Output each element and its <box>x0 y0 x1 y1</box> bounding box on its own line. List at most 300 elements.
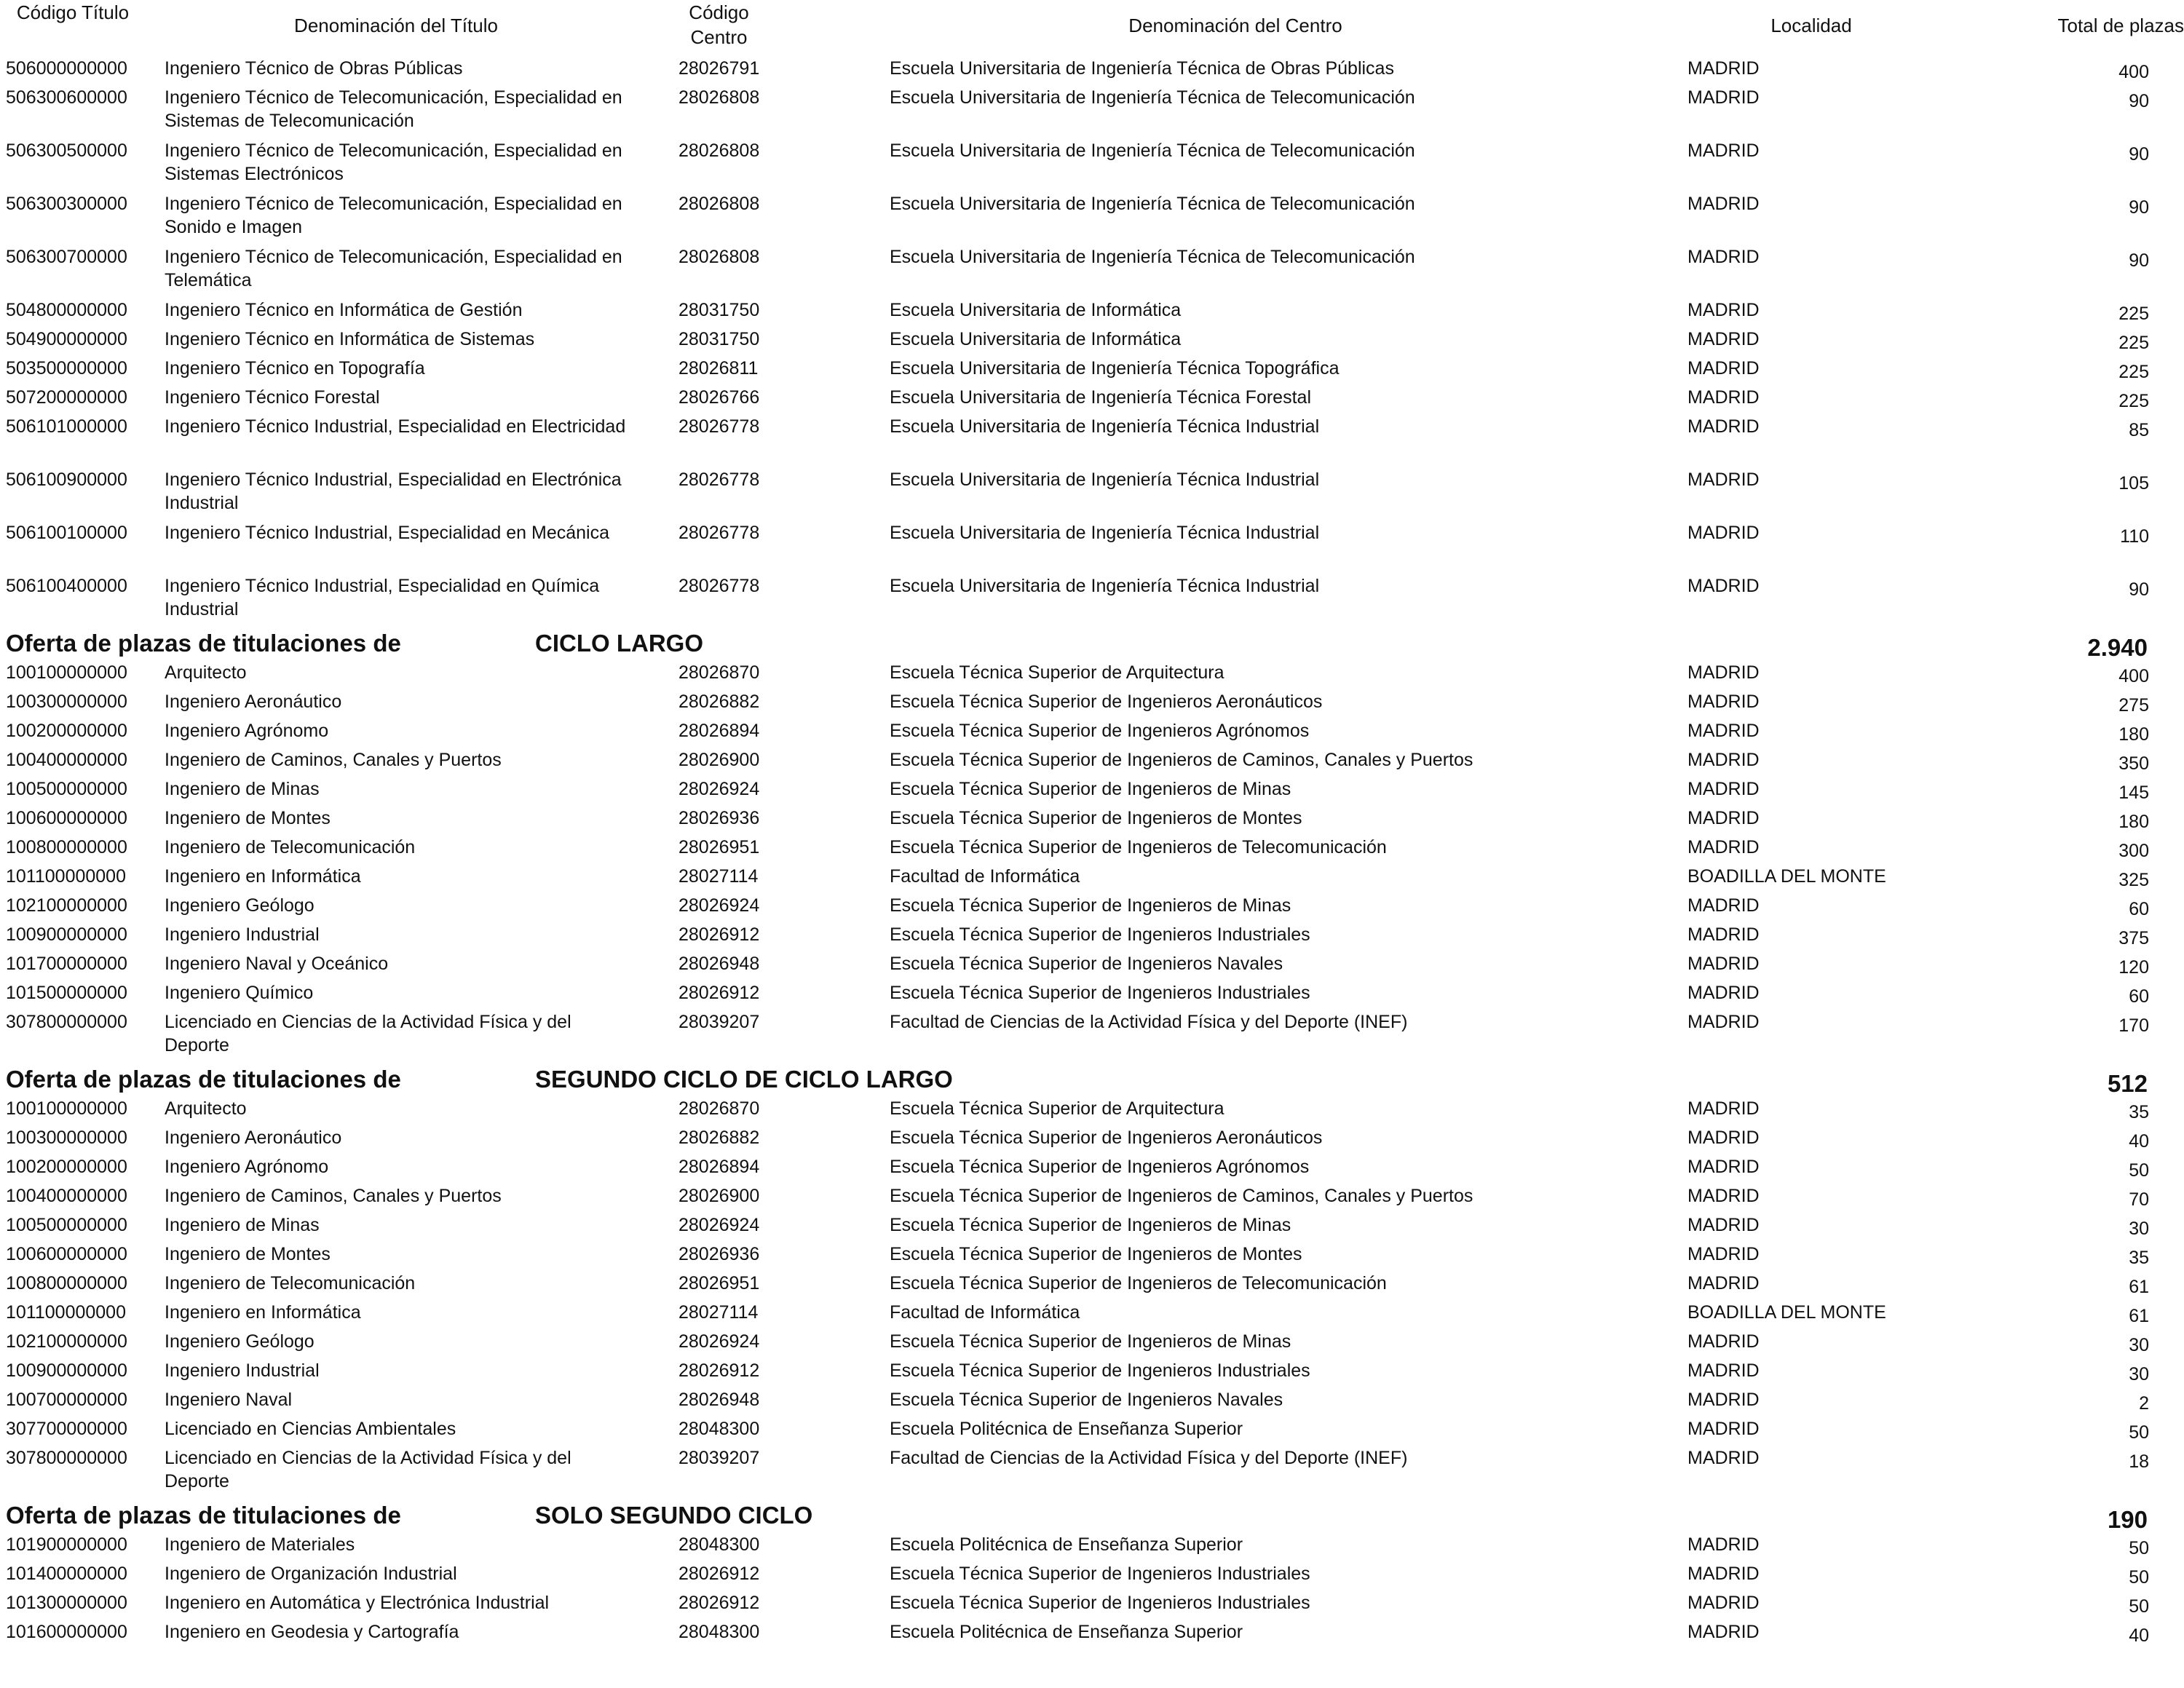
denominacion-centro-cell: Escuela Técnica Superior de Ingenieros Aeronáuticos <box>890 1128 1323 1148</box>
table-row <box>0 1272 2184 1301</box>
denominacion-centro-cell: Escuela Técnica Superior de Arquitectura <box>890 662 1224 683</box>
denominacion-titulo-cell: Licenciado en Ciencias de la Actividad Física y del Deporte <box>165 1012 571 1055</box>
denominacion-centro-cell: Escuela Universitaria de Ingeniería Técnica Industrial <box>890 469 1320 490</box>
denominacion-centro-cell: Escuela Técnica Superior de Ingenieros de Minas <box>890 1215 1291 1235</box>
localidad-cell: MADRID <box>1688 140 1760 161</box>
denominacion-titulo-cell: Ingeniero Agrónomo <box>165 721 329 741</box>
codigo-centro-cell: 28026808 <box>678 87 760 108</box>
total-plazas-cell: 50 <box>2129 1567 2149 1588</box>
codigo-centro-cell: 28026882 <box>678 692 760 712</box>
localidad-cell: MADRID <box>1688 1273 1760 1293</box>
codigo-centro-cell: 28026791 <box>678 58 760 79</box>
table-row <box>0 386 2184 415</box>
codigo-centro-cell: 28026778 <box>678 469 760 490</box>
table-row <box>0 1097 2184 1126</box>
section-total: 512 <box>2107 1070 2148 1097</box>
denominacion-titulo-cell: Ingeniero Técnico de Obras Públicas <box>165 58 463 79</box>
denominacion-centro-cell: Escuela Técnica Superior de Ingenieros de Montes <box>890 808 1302 828</box>
denominacion-centro-cell: Escuela Universitaria de Ingeniería Técnica Industrial <box>890 416 1320 437</box>
localidad-cell: MADRID <box>1688 1390 1760 1410</box>
total-plazas-cell: 30 <box>2129 1335 2149 1355</box>
localidad-cell: MADRID <box>1688 1448 1760 1468</box>
codigo-titulo-cell: 504900000000 <box>6 329 127 349</box>
codigo-centro-cell: 28026951 <box>678 1273 760 1293</box>
codigo-centro-cell: 28027114 <box>678 866 759 887</box>
denominacion-centro-cell: Facultad de Ciencias de la Actividad Física y del Deporte (INEF) <box>890 1012 1408 1032</box>
total-plazas-cell: 375 <box>2118 928 2149 948</box>
localidad-cell: MADRID <box>1688 58 1760 79</box>
localidad-cell: BOADILLA DEL MONTE <box>1688 1302 1886 1323</box>
codigo-titulo-cell: 101100000000 <box>6 1302 126 1323</box>
denominacion-titulo-cell: Ingeniero Industrial <box>165 924 320 945</box>
table-row <box>0 807 2184 836</box>
header-codigo-centro: Código Centro <box>689 1 749 48</box>
denominacion-centro-cell: Escuela Técnica Superior de Ingenieros Industriales <box>890 1593 1310 1613</box>
denominacion-centro-cell: Escuela Universitaria de Ingeniería Técnica Industrial <box>890 576 1320 596</box>
codigo-titulo-cell: 100600000000 <box>6 808 127 828</box>
denominacion-centro-cell: Escuela Técnica Superior de Ingenieros Industriales <box>890 924 1310 945</box>
localidad-cell: MADRID <box>1688 1564 1760 1584</box>
localidad-cell: MADRID <box>1688 983 1760 1003</box>
total-plazas-cell: 90 <box>2129 579 2149 600</box>
codigo-centro-cell: 28031750 <box>678 329 760 349</box>
total-plazas-cell: 35 <box>2129 1248 2149 1268</box>
codigo-titulo-cell: 100600000000 <box>6 1244 127 1264</box>
codigo-centro-cell: 28026924 <box>678 1331 760 1352</box>
total-plazas-cell: 2 <box>2139 1393 2149 1414</box>
localidad-cell: MADRID <box>1688 721 1760 741</box>
denominacion-centro-cell: Escuela Técnica Superior de Ingenieros Agrónomos <box>890 721 1310 741</box>
codigo-titulo-cell: 307800000000 <box>6 1448 127 1468</box>
codigo-titulo-cell: 100200000000 <box>6 1157 127 1177</box>
total-plazas-cell: 50 <box>2129 1422 2149 1443</box>
section-total: 190 <box>2107 1506 2148 1533</box>
table-row <box>0 415 2184 468</box>
codigo-titulo-cell: 506101000000 <box>6 416 127 437</box>
denominacion-titulo-cell: Ingeniero Técnico Industrial, Especialidad en Mecánica <box>165 523 610 543</box>
denominacion-titulo-cell: Ingeniero de Materiales <box>165 1534 355 1555</box>
denominacion-titulo-cell: Ingeniero Geólogo <box>165 1331 314 1352</box>
codigo-centro-cell: 28026912 <box>678 1593 760 1613</box>
codigo-titulo-cell: 100300000000 <box>6 1128 127 1148</box>
table-row <box>0 1213 2184 1243</box>
codigo-titulo-cell: 100500000000 <box>6 779 127 799</box>
codigo-titulo-cell: 100700000000 <box>6 1390 127 1410</box>
denominacion-titulo-cell: Ingeniero Técnico Industrial, Especialidad en Química Industrial <box>165 576 600 619</box>
codigo-titulo-cell: 102100000000 <box>6 1331 127 1352</box>
denominacion-titulo-cell: Ingeniero Técnico de Telecomunicación, Especialidad en Telemática <box>165 247 622 290</box>
localidad-cell: MADRID <box>1688 1244 1760 1264</box>
table-row <box>0 1533 2184 1562</box>
table-row <box>0 86 2184 139</box>
total-plazas-cell: 400 <box>2118 62 2149 82</box>
total-plazas-cell: 30 <box>2129 1219 2149 1239</box>
localidad-cell: MADRID <box>1688 1622 1760 1642</box>
codigo-titulo-cell: 100400000000 <box>6 1186 127 1206</box>
codigo-centro-cell: 28026808 <box>678 140 760 161</box>
total-plazas-cell: 90 <box>2129 197 2149 218</box>
codigo-centro-cell: 28039207 <box>678 1012 760 1032</box>
codigo-titulo-cell: 506100400000 <box>6 576 127 596</box>
denominacion-centro-cell: Escuela Universitaria de Ingeniería Técnica Topográfica <box>890 358 1340 379</box>
codigo-titulo-cell: 101100000000 <box>6 866 126 887</box>
table-row <box>0 1562 2184 1591</box>
total-plazas-cell: 325 <box>2118 870 2149 890</box>
header-total-plazas: Total de plazas <box>2057 15 2184 36</box>
total-plazas-cell: 90 <box>2129 250 2149 271</box>
codigo-centro-cell: 28026912 <box>678 1564 760 1584</box>
denominacion-titulo-cell: Ingeniero Técnico en Informática de Gestión <box>165 300 523 320</box>
table-row <box>0 1446 2184 1499</box>
codigo-centro-cell: 28048300 <box>678 1419 760 1439</box>
codigo-centro-cell: 28026924 <box>678 1215 760 1235</box>
denominacion-centro-cell: Escuela Técnica Superior de Ingenieros Navales <box>890 954 1283 974</box>
denominacion-centro-cell: Escuela Universitaria de Informática <box>890 329 1182 349</box>
localidad-cell: MADRID <box>1688 750 1760 770</box>
table-row <box>0 1155 2184 1184</box>
total-plazas-cell: 170 <box>2118 1015 2149 1036</box>
total-plazas-cell: 18 <box>2129 1451 2149 1472</box>
localidad-cell: MADRID <box>1688 1331 1760 1352</box>
localidad-cell: MADRID <box>1688 779 1760 799</box>
denominacion-centro-cell: Escuela Técnica Superior de Ingenieros Industriales <box>890 983 1310 1003</box>
section-heading <box>0 1063 2184 1097</box>
codigo-titulo-cell: 307700000000 <box>6 1419 127 1439</box>
codigo-centro-cell: 28026894 <box>678 721 760 741</box>
total-plazas-cell: 50 <box>2129 1538 2149 1558</box>
total-plazas-cell: 225 <box>2118 304 2149 324</box>
denominacion-titulo-cell: Ingeniero Aeronáutico <box>165 692 342 712</box>
denominacion-titulo-cell: Ingeniero de Organización Industrial <box>165 1564 457 1584</box>
localidad-cell: MADRID <box>1688 523 1760 543</box>
denominacion-titulo-cell: Ingeniero Técnico en Informática de Sistemas <box>165 329 535 349</box>
table-body <box>0 57 2184 1649</box>
codigo-centro-cell: 28026912 <box>678 1360 760 1381</box>
codigo-centro-cell: 28026912 <box>678 983 760 1003</box>
table-row <box>0 1417 2184 1446</box>
total-plazas-cell: 40 <box>2129 1625 2149 1646</box>
localidad-cell: MADRID <box>1688 194 1760 214</box>
total-plazas-cell: 50 <box>2129 1596 2149 1617</box>
denominacion-centro-cell: Escuela Politécnica de Enseñanza Superior <box>890 1622 1243 1642</box>
denominacion-titulo-cell: Ingeniero en Automática y Electrónica Industrial <box>165 1593 550 1613</box>
localidad-cell: MADRID <box>1688 387 1760 408</box>
total-plazas-cell: 90 <box>2129 91 2149 111</box>
localidad-cell: MADRID <box>1688 808 1760 828</box>
total-plazas-cell: 85 <box>2129 420 2149 440</box>
codigo-centro-cell: 28048300 <box>678 1622 760 1642</box>
total-plazas-cell: 275 <box>2118 695 2149 716</box>
localidad-cell: MADRID <box>1688 1098 1760 1119</box>
total-plazas-cell: 225 <box>2118 362 2149 382</box>
section-heading <box>0 1499 2184 1533</box>
section-kind: CICLO LARGO <box>535 630 703 657</box>
denominacion-titulo-cell: Ingeniero de Montes <box>165 1244 331 1264</box>
denominacion-centro-cell: Escuela Politécnica de Enseñanza Superior <box>890 1419 1243 1439</box>
codigo-titulo-cell: 101300000000 <box>6 1593 127 1613</box>
codigo-titulo-cell: 506300700000 <box>6 247 127 267</box>
total-plazas-cell: 350 <box>2118 753 2149 774</box>
denominacion-centro-cell: Escuela Técnica Superior de Ingenieros de Caminos, Canales y Puertos <box>890 1186 1473 1206</box>
table-row <box>0 574 2184 627</box>
section-total: 2.940 <box>2087 634 2148 661</box>
codigo-titulo-cell: 100200000000 <box>6 721 127 741</box>
localidad-cell: MADRID <box>1688 1186 1760 1206</box>
localidad-cell: BOADILLA DEL MONTE <box>1688 866 1886 887</box>
denominacion-titulo-cell: Ingeniero de Telecomunicación <box>165 837 416 857</box>
localidad-cell: MADRID <box>1688 1215 1760 1235</box>
codigo-titulo-cell: 101900000000 <box>6 1534 127 1555</box>
table-row <box>0 245 2184 298</box>
table-row <box>0 777 2184 807</box>
denominacion-titulo-cell: Ingeniero Técnico de Telecomunicación, Especialidad en Sistemas de Telecomunicación <box>165 87 622 131</box>
total-plazas-cell: 300 <box>2118 841 2149 861</box>
codigo-titulo-cell: 100400000000 <box>6 750 127 770</box>
table-row <box>0 1126 2184 1155</box>
table-row <box>0 1388 2184 1417</box>
denominacion-titulo-cell: Ingeniero Agrónomo <box>165 1157 329 1177</box>
localidad-cell: MADRID <box>1688 247 1760 267</box>
denominacion-centro-cell: Escuela Técnica Superior de Ingenieros Aeronáuticos <box>890 692 1323 712</box>
denominacion-titulo-cell: Ingeniero en Informática <box>165 1302 361 1323</box>
total-plazas-cell: 180 <box>2118 812 2149 832</box>
denominacion-centro-cell: Escuela Universitaria de Ingeniería Técnica de Telecomunicación <box>890 194 1415 214</box>
codigo-titulo-cell: 100800000000 <box>6 837 127 857</box>
codigo-titulo-cell: 503500000000 <box>6 358 127 379</box>
codigo-titulo-cell: 100100000000 <box>6 662 127 683</box>
codigo-centro-cell: 28026778 <box>678 416 760 437</box>
denominacion-centro-cell: Escuela Universitaria de Ingeniería Técnica de Telecomunicación <box>890 87 1415 108</box>
total-plazas-cell: 50 <box>2129 1160 2149 1181</box>
table-row <box>0 690 2184 719</box>
denominacion-centro-cell: Escuela Técnica Superior de Ingenieros de Caminos, Canales y Puertos <box>890 750 1473 770</box>
denominacion-titulo-cell: Ingeniero Geólogo <box>165 895 314 916</box>
localidad-cell: MADRID <box>1688 1012 1760 1032</box>
codigo-centro-cell: 28026894 <box>678 1157 760 1177</box>
denominacion-titulo-cell: Licenciado en Ciencias de la Actividad Física y del Deporte <box>165 1448 571 1491</box>
denominacion-titulo-cell: Ingeniero Técnico Industrial, Especialidad en Electrónica Industrial <box>165 469 622 513</box>
denominacion-centro-cell: Facultad de Informática <box>890 866 1080 887</box>
total-plazas-cell: 225 <box>2118 333 2149 353</box>
denominacion-titulo-cell: Ingeniero Naval <box>165 1390 293 1410</box>
denominacion-centro-cell: Escuela Técnica Superior de Ingenieros de Telecomunicación <box>890 837 1387 857</box>
codigo-titulo-cell: 100900000000 <box>6 1360 127 1381</box>
table-row <box>0 57 2184 86</box>
codigo-titulo-cell: 307800000000 <box>6 1012 127 1032</box>
denominacion-titulo-cell: Ingeniero de Telecomunicación <box>165 1273 416 1293</box>
denominacion-centro-cell: Facultad de Informática <box>890 1302 1080 1323</box>
denominacion-titulo-cell: Ingeniero en Informática <box>165 866 361 887</box>
header-localidad: Localidad <box>1770 15 1852 36</box>
denominacion-titulo-cell: Arquitecto <box>165 1098 247 1119</box>
denominacion-centro-cell: Facultad de Ciencias de la Actividad Física y del Deporte (INEF) <box>890 1448 1408 1468</box>
total-plazas-cell: 90 <box>2129 144 2149 165</box>
denominacion-centro-cell: Escuela Técnica Superior de Ingenieros Agrónomos <box>890 1157 1310 1177</box>
denominacion-centro-cell: Escuela Universitaria de Ingeniería Técnica de Telecomunicación <box>890 140 1415 161</box>
total-plazas-cell: 35 <box>2129 1102 2149 1122</box>
localidad-cell: MADRID <box>1688 1157 1760 1177</box>
table-row <box>0 1301 2184 1330</box>
column-header-row <box>0 0 2184 54</box>
codigo-titulo-cell: 101700000000 <box>6 954 127 974</box>
localidad-cell: MADRID <box>1688 837 1760 857</box>
total-plazas-cell: 60 <box>2129 986 2149 1007</box>
localidad-cell: MADRID <box>1688 1128 1760 1148</box>
denominacion-titulo-cell: Ingeniero Naval y Oceánico <box>165 954 389 974</box>
denominacion-titulo-cell: Ingeniero Industrial <box>165 1360 320 1381</box>
codigo-centro-cell: 28026936 <box>678 808 760 828</box>
table-row <box>0 1591 2184 1620</box>
table-row <box>0 1330 2184 1359</box>
denominacion-titulo-cell: Ingeniero en Geodesia y Cartografía <box>165 1622 459 1642</box>
total-plazas-cell: 40 <box>2129 1131 2149 1152</box>
total-plazas-cell: 400 <box>2118 666 2149 686</box>
section-heading <box>0 627 2184 661</box>
denominacion-titulo-cell: Ingeniero de Montes <box>165 808 331 828</box>
denominacion-titulo-cell: Ingeniero Químico <box>165 983 314 1003</box>
codigo-centro-cell: 28026778 <box>678 576 760 596</box>
total-plazas-cell: 30 <box>2129 1364 2149 1384</box>
table-row <box>0 328 2184 357</box>
localidad-cell: MADRID <box>1688 576 1760 596</box>
codigo-titulo-cell: 101600000000 <box>6 1622 127 1642</box>
codigo-titulo-cell: 101500000000 <box>6 983 127 1003</box>
table-row <box>0 894 2184 923</box>
total-plazas-cell: 145 <box>2118 782 2149 803</box>
table-row <box>0 298 2184 328</box>
codigo-titulo-cell: 100500000000 <box>6 1215 127 1235</box>
table-row <box>0 1359 2184 1388</box>
table-row <box>0 1243 2184 1272</box>
total-plazas-cell: 225 <box>2118 391 2149 411</box>
total-plazas-cell: 61 <box>2129 1306 2149 1326</box>
table-row <box>0 1184 2184 1213</box>
codigo-titulo-cell: 506100100000 <box>6 523 127 543</box>
codigo-centro-cell: 28026948 <box>678 954 760 974</box>
header-denominacion-centro: Denominación del Centro <box>1128 15 1342 36</box>
denominacion-titulo-cell: Ingeniero de Minas <box>165 1215 320 1235</box>
section-label: Oferta de plazas de titulaciones de <box>6 630 401 657</box>
denominacion-titulo-cell: Licenciado en Ciencias Ambientales <box>165 1419 456 1439</box>
localidad-cell: MADRID <box>1688 954 1760 974</box>
codigo-centro-cell: 28026924 <box>678 779 760 799</box>
denominacion-titulo-cell: Ingeniero Técnico en Topografía <box>165 358 425 379</box>
table-row <box>0 923 2184 952</box>
denominacion-centro-cell: Escuela Universitaria de Informática <box>890 300 1182 320</box>
denominacion-centro-cell: Escuela Universitaria de Ingeniería Técnica Forestal <box>890 387 1311 408</box>
denominacion-centro-cell: Escuela Universitaria de Ingeniería Técnica de Telecomunicación <box>890 247 1415 267</box>
table-row <box>0 661 2184 690</box>
localidad-cell: MADRID <box>1688 469 1760 490</box>
codigo-titulo-cell: 506300600000 <box>6 87 127 108</box>
codigo-titulo-cell: 506300300000 <box>6 194 127 214</box>
codigo-centro-cell: 28026924 <box>678 895 760 916</box>
denominacion-titulo-cell: Arquitecto <box>165 662 247 683</box>
localidad-cell: MADRID <box>1688 416 1760 437</box>
localidad-cell: MADRID <box>1688 692 1760 712</box>
table-row <box>0 865 2184 894</box>
codigo-titulo-cell: 506000000000 <box>6 58 127 79</box>
denominacion-titulo-cell: Ingeniero de Caminos, Canales y Puertos <box>165 750 502 770</box>
total-plazas-cell: 110 <box>2120 526 2149 547</box>
localidad-cell: MADRID <box>1688 895 1760 916</box>
denominacion-centro-cell: Escuela Politécnica de Enseñanza Superior <box>890 1534 1243 1555</box>
localidad-cell: MADRID <box>1688 1360 1760 1381</box>
codigo-centro-cell: 28039207 <box>678 1448 760 1468</box>
codigo-titulo-cell: 506300500000 <box>6 140 127 161</box>
codigo-titulo-cell: 101400000000 <box>6 1564 127 1584</box>
codigo-centro-cell: 28026811 <box>678 358 759 379</box>
table-row <box>0 981 2184 1010</box>
section-label: Oferta de plazas de titulaciones de <box>6 1502 401 1529</box>
codigo-centro-cell: 28026912 <box>678 924 760 945</box>
localidad-cell: MADRID <box>1688 1593 1760 1613</box>
codigo-centro-cell: 28026808 <box>678 247 760 267</box>
table-row <box>0 192 2184 245</box>
table-row <box>0 521 2184 574</box>
codigo-centro-cell: 28026900 <box>678 1186 760 1206</box>
codigo-centro-cell: 28048300 <box>678 1534 760 1555</box>
codigo-titulo-cell: 504800000000 <box>6 300 127 320</box>
denominacion-centro-cell: Escuela Técnica Superior de Arquitectura <box>890 1098 1224 1119</box>
table-row <box>0 139 2184 192</box>
localidad-cell: MADRID <box>1688 329 1760 349</box>
codigo-centro-cell: 28026808 <box>678 194 760 214</box>
header-denominacion-titulo: Denominación del Título <box>294 15 498 36</box>
total-plazas-cell: 105 <box>2118 473 2149 494</box>
denominacion-titulo-cell: Ingeniero Técnico Forestal <box>165 387 380 408</box>
denominacion-centro-cell: Escuela Técnica Superior de Ingenieros de Montes <box>890 1244 1302 1264</box>
codigo-titulo-cell: 507200000000 <box>6 387 127 408</box>
denominacion-centro-cell: Escuela Técnica Superior de Ingenieros de Telecomunicación <box>890 1273 1387 1293</box>
codigo-centro-cell: 28026951 <box>678 837 760 857</box>
codigo-centro-cell: 28026870 <box>678 662 760 683</box>
table-row <box>0 1010 2184 1063</box>
denominacion-centro-cell: Escuela Técnica Superior de Ingenieros de Minas <box>890 1331 1291 1352</box>
denominacion-titulo-cell: Ingeniero Técnico Industrial, Especialidad en Electricidad <box>165 416 626 437</box>
codigo-titulo-cell: 506100900000 <box>6 469 127 490</box>
codigo-titulo-cell: 100100000000 <box>6 1098 127 1119</box>
section-label: Oferta de plazas de titulaciones de <box>6 1066 401 1093</box>
header-codigo-titulo: Código Título <box>16 1 130 23</box>
denominacion-centro-cell: Escuela Técnica Superior de Ingenieros Industriales <box>890 1564 1310 1584</box>
codigo-centro-cell: 28026870 <box>678 1098 760 1119</box>
codigo-centro-cell: 28026936 <box>678 1244 760 1264</box>
codigo-titulo-cell: 100900000000 <box>6 924 127 945</box>
localidad-cell: MADRID <box>1688 1534 1760 1555</box>
codigo-centro-cell: 28026882 <box>678 1128 760 1148</box>
codigo-centro-cell: 28026948 <box>678 1390 760 1410</box>
codigo-centro-cell: 28026778 <box>678 523 760 543</box>
table-row <box>0 357 2184 386</box>
codigo-centro-cell: 28031750 <box>678 300 760 320</box>
table-row <box>0 836 2184 865</box>
denominacion-centro-cell: Escuela Universitaria de Ingeniería Técnica Industrial <box>890 523 1320 543</box>
codigo-centro-cell: 28027114 <box>678 1302 759 1323</box>
denominacion-titulo-cell: Ingeniero Técnico de Telecomunicación, Especialidad en Sistemas Electrónicos <box>165 140 622 184</box>
section-kind: SEGUNDO CICLO DE CICLO LARGO <box>535 1066 953 1093</box>
total-plazas-cell: 180 <box>2118 724 2149 745</box>
total-plazas-cell: 61 <box>2129 1277 2149 1297</box>
table-row <box>0 952 2184 981</box>
table-row <box>0 748 2184 777</box>
codigo-titulo-cell: 100300000000 <box>6 692 127 712</box>
denominacion-titulo-cell: Ingeniero Técnico de Telecomunicación, Especialidad en Sonido e Imagen <box>165 194 622 237</box>
total-plazas-cell: 60 <box>2129 899 2149 919</box>
localidad-cell: MADRID <box>1688 924 1760 945</box>
codigo-titulo-cell: 100800000000 <box>6 1273 127 1293</box>
section-kind: SOLO SEGUNDO CICLO <box>535 1502 813 1529</box>
